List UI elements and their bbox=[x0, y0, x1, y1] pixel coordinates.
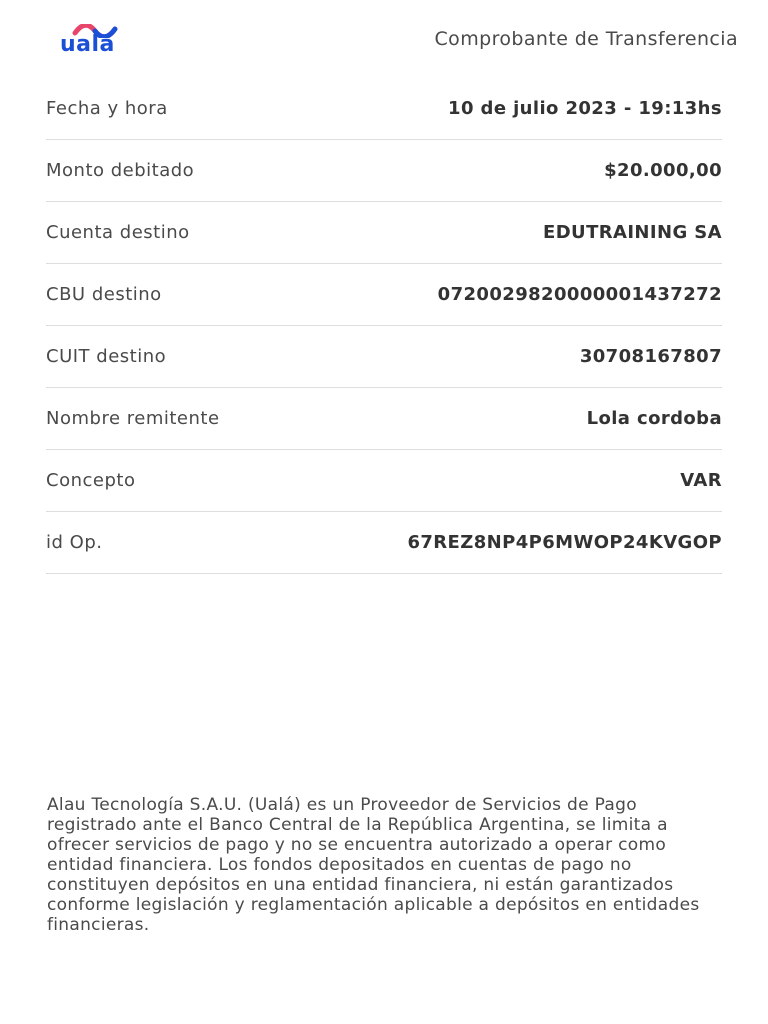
detail-row-id-op bbox=[46, 512, 722, 574]
transfer-details bbox=[46, 78, 722, 574]
detail-value: 67REZ8NP4P6MWOP24KVGOP bbox=[407, 532, 722, 553]
detail-label: Monto debitado bbox=[46, 160, 195, 181]
uala-logo-text: ualá bbox=[60, 32, 115, 57]
detail-value: $20.000,00 bbox=[604, 160, 722, 181]
detail-value: EDUTRAINING SA bbox=[543, 222, 722, 243]
page-title: Comprobante de Transferencia bbox=[434, 28, 738, 50]
detail-row-remitente bbox=[46, 388, 722, 450]
detail-row-monto bbox=[46, 140, 722, 202]
detail-value: Lola cordoba bbox=[586, 408, 722, 429]
detail-row-fecha bbox=[46, 78, 722, 140]
detail-value: 10 de julio 2023 - 19:13hs bbox=[448, 98, 722, 119]
detail-label: Cuenta destino bbox=[46, 222, 190, 243]
detail-row-cuenta bbox=[46, 202, 722, 264]
uala-logo bbox=[58, 22, 128, 62]
header bbox=[0, 0, 768, 80]
detail-label: Nombre remitente bbox=[46, 408, 220, 429]
detail-row-cbu bbox=[46, 264, 722, 326]
detail-label: CUIT destino bbox=[46, 346, 167, 367]
detail-label: Concepto bbox=[46, 470, 136, 491]
detail-value: VAR bbox=[680, 470, 722, 491]
detail-label: id Op. bbox=[46, 532, 103, 553]
detail-row-concepto bbox=[46, 450, 722, 512]
detail-row-cuit bbox=[46, 326, 722, 388]
legal-disclaimer: Alau Tecnología S.A.U. (Ualá) es un Proveedor de Servicios de Pago registrado ante el Banco Central de la República Argentina, se limita a ofrecer servicios de pago y no se encuentra autorizado a operar como entidad financiera. Los fondos depositados en cuentas de pago no constituyen depósitos en una entidad financiera, ni están garantizados conforme legislación y reglamentación aplicable a depósitos en entidades financieras. bbox=[47, 795, 700, 935]
detail-value: 0720029820000001437272 bbox=[437, 284, 722, 305]
detail-label: CBU destino bbox=[46, 284, 162, 305]
detail-label: Fecha y hora bbox=[46, 98, 168, 119]
detail-value: 30708167807 bbox=[579, 346, 722, 367]
